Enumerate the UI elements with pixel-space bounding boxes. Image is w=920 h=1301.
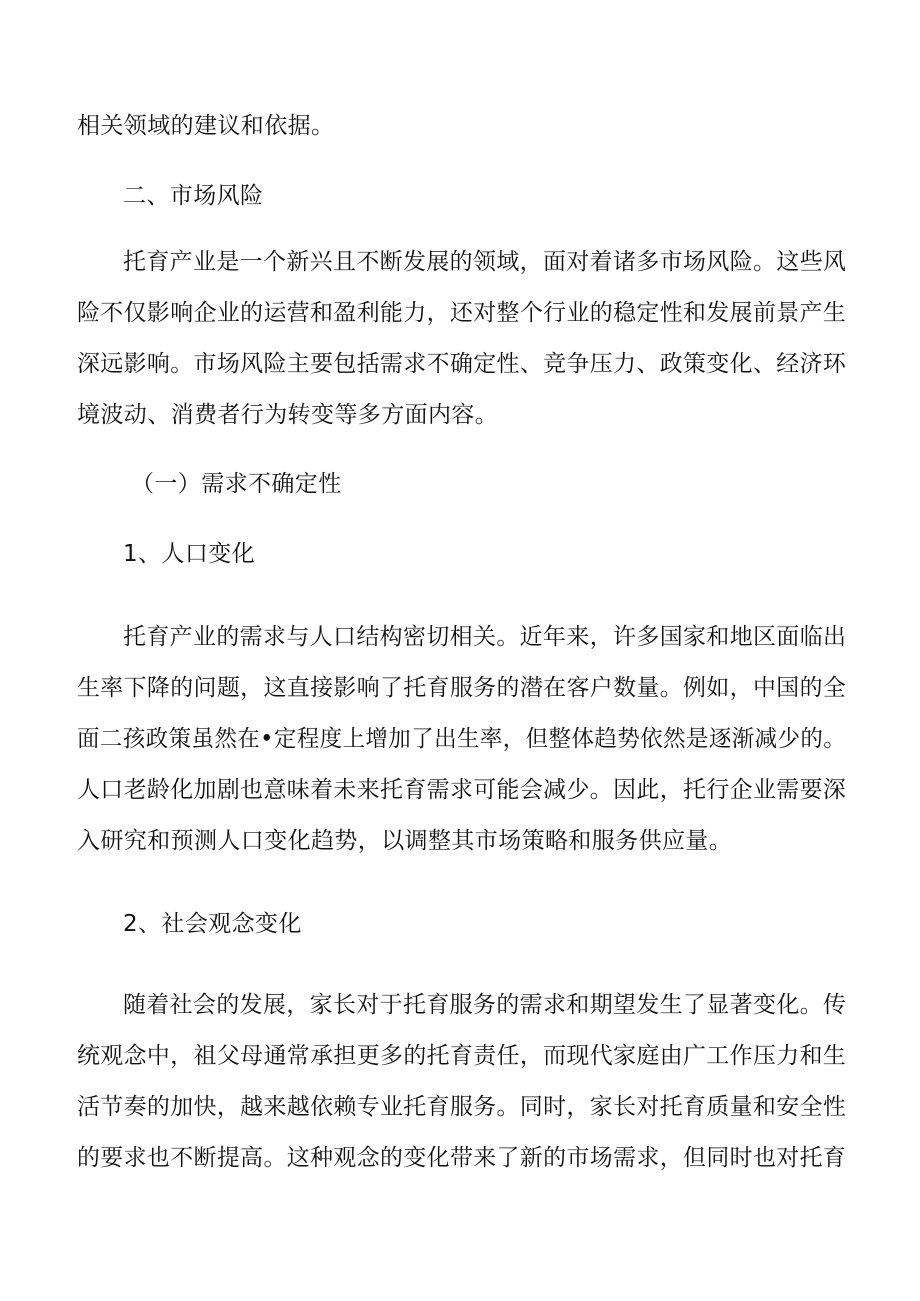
intro-line: 相关领域的建议和依据。 (77, 113, 335, 139)
paragraph-line: 托育产业是一个新兴且不断发展的领域，面对着诸多市场风险。这些风 (123, 249, 847, 275)
paragraph-line: 统观念中，祖父母通常承担更多的托育责任，而现代家庭由广工作压力和生 (77, 1043, 847, 1069)
section-heading: 二、市场风险 (123, 183, 264, 209)
paragraph-line: 险不仅影响企业的运营和盈利能力，还对整个行业的稳定性和发展前景产生 (77, 300, 847, 326)
paragraph-line: 人口老龄化加剧也意味着未来托育需求可能会减少。因此，托行企业需要深 (77, 777, 847, 803)
paragraph-line: 托育产业的需求与人口结构密切相关。近年来，许多国家和地区面临出 (123, 624, 847, 650)
paragraph-line: 生率下降的问题，这直接影响了托育服务的潜在客户数量。例如，中国的全 (77, 675, 847, 701)
subsection-heading: （一）需求不确定性 (131, 471, 342, 497)
paragraph-line: 活节奏的加快，越来越依赖专业托育服务。同时，家长对托育质量和安全性 (77, 1094, 847, 1120)
item-heading-population: 1、人口变化 (123, 541, 256, 567)
paragraph-line: 的要求也不断提高。这种观念的变化带来了新的市场需求，但同时也对托育 (77, 1145, 847, 1171)
item-heading-social: 2、社会观念变化 (123, 911, 302, 937)
paragraph-line: 境波动、消费者行为转变等多方面内容。 (77, 402, 499, 428)
paragraph-line: 入研究和预测人口变化趋势，以调整其市场策略和服务供应量。 (77, 828, 733, 854)
paragraph-line: 深远影响。市场风险主要包括需求不确定性、竞争压力、政策变化、经济环 (77, 351, 847, 377)
paragraph-line: 随着社会的发展，家长对于托育服务的需求和期望发生了显著变化。传 (123, 992, 847, 1018)
paragraph-line: 面二孩政策虽然在•定程度上增加了出生率，但整体趋势依然是逐渐减少的。 (77, 726, 847, 752)
